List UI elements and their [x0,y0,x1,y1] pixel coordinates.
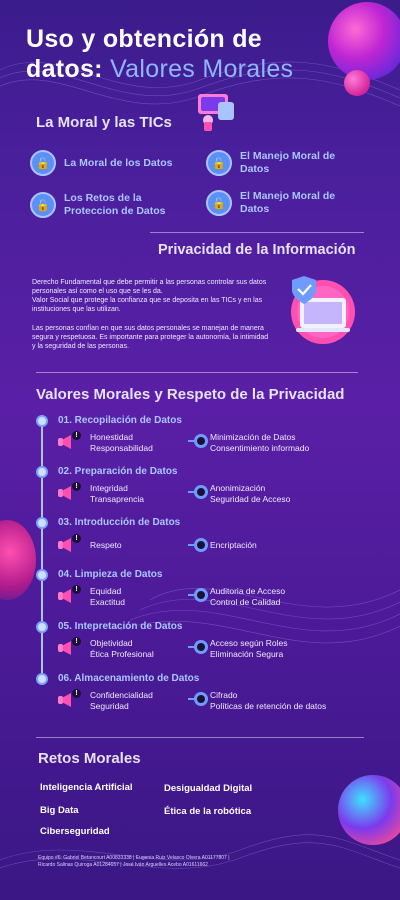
title-accent: Valores Morales [110,55,294,83]
step-practices-3 [210,540,257,551]
link-label: La Moral de los Datos [64,156,173,169]
reto-item: Ciberseguridad [40,826,110,837]
link-manejo-moral-2[interactable] [206,190,356,216]
value-item: Transaprencia [90,494,145,504]
step-practices-5 [210,638,288,660]
link-label: Los Retos de la Proteccion de Datos [64,192,166,217]
practice-item: Anonimización [210,483,266,493]
megaphone-icon: ! [58,585,82,605]
step-title-2: 02. Preparación de Datos [58,466,178,477]
value-item: Respeto [90,540,122,550]
divider [36,737,364,738]
title-line-2 [26,54,356,84]
title-line-1: Uso y obtención de [26,25,262,53]
link-manejo-moral-1[interactable] [206,150,356,176]
lock-icon: 🔓 [30,192,56,218]
lock-icon: 🔓 [206,190,232,216]
practice-item: Control de Calidad [210,597,281,607]
divider [150,232,364,233]
section-title-privacy: Privacidad de la Información [158,242,356,258]
practice-item: Consentimiento informado [210,443,310,453]
link-moral-datos[interactable] [30,150,190,176]
value-item: Responsabilidad [90,443,153,453]
step-values-4 [90,586,125,608]
target-ring-icon [188,691,208,707]
step-values-2 [90,483,144,505]
step-values-5 [90,638,154,660]
step-practices-6 [210,690,326,712]
reto-item: Ética de la robótica [164,806,252,817]
practice-item: Seguridad de Acceso [210,494,291,504]
section-title-tics: La Moral y las TICs [36,114,172,131]
timeline-dot [36,621,48,633]
link-retos-proteccion[interactable] [30,192,190,218]
step-practices-1 [210,432,309,454]
step-values-6 [90,690,153,712]
reto-item: Desigualdad Digital [164,783,253,794]
timeline-dot [36,466,48,478]
page-title [26,24,356,84]
step-practices-2 [210,483,290,505]
step-title-5: 05. Intepretación de Datos [58,621,183,632]
value-item: Seguridad [90,701,129,711]
bottom-orb-decoration [338,775,400,845]
value-item: Integridad [90,483,128,493]
target-ring-icon [188,484,208,500]
lock-icon: 🔓 [30,150,56,176]
timeline-dot [36,673,48,685]
credits [38,855,368,869]
value-item: Ética Profesional [90,649,154,659]
step-practices-4 [210,586,285,608]
privacy-paragraph-2: Las personas confían en que sus datos personales se manejan de manera segura y respetuosa. Es importante para proteger la autonomía, la intimidad y la seguridad de las personas. [32,325,269,350]
timeline-dot [36,517,48,529]
practice-item: Encriptación [210,540,257,550]
step-title-3: 03. Introducción de Datos [58,517,181,528]
link-label: El Manejo Moral de Datos [240,190,336,215]
lock-icon: 🔓 [206,150,232,176]
value-item: Honestidad [90,432,134,442]
step-title-4: 04. Limpieza de Datos [58,569,163,580]
timeline-dot [36,415,48,427]
practice-item: Eliminación Segura [210,649,284,659]
reto-item: Inteligencia Artificial [40,782,133,793]
value-item: Equidad [90,586,122,596]
megaphone-icon: ! [58,689,82,709]
value-item: Confidencialidad [90,690,153,700]
privacy-paragraph-1 [32,278,272,314]
megaphone-icon: ! [58,637,82,657]
title-plain: datos: [26,55,103,83]
target-ring-icon [188,433,208,449]
divider [36,372,358,373]
left-orb-decoration [0,520,36,600]
practice-item: Políticas de retención de datos [210,701,327,711]
megaphone-icon: ! [58,482,82,502]
value-item: Objetividad [90,638,133,648]
section-title-values: Valores Morales y Respeto de la Privacidad [36,386,345,403]
megaphone-icon: ! [58,431,82,451]
practice-item: Auditoria de Acceso [210,586,286,596]
practice-item: Cifrado [210,690,238,700]
privacy-text-1: Derecho Fundamental que debe permitir a las personas controlar sus datos personales así como el uso que se les da. [32,279,267,295]
privacy-text-2: Valor Social que protege la confianza que se deposita en las TICs y en las instituciones que las utilizan. [32,297,263,313]
target-ring-icon [188,537,208,553]
practice-item: Acceso según Roles [210,638,288,648]
target-ring-icon [188,639,208,655]
megaphone-icon: ! [58,534,82,554]
timeline-line [41,415,43,685]
step-values-1 [90,432,153,454]
step-title-1: 01. Recopilación de Datos [58,415,182,426]
credits-line-2: Ricardo Salinas Quiroga A01284657 | José Iván Arguelles Acebo A01611662 [38,862,208,868]
reto-item: Big Data [40,805,79,816]
step-values-3 [90,540,122,551]
privacy-shield-illustration-icon [278,274,360,346]
devices-illustration-icon [190,92,236,132]
timeline-dot [36,569,48,581]
link-label: El Manejo Moral de Datos [240,150,336,175]
step-title-6: 06. Almacenamiento de Datos [58,673,200,684]
target-ring-icon [188,587,208,603]
credits-line-1: Equipo #6: Gabriel Betancourt A00833338 | Eugenia Ruiz Velasco Olvera A01177807 | [38,855,230,861]
practice-item: Minimización de Datos [210,432,296,442]
value-item: Exactitud [90,597,125,607]
section-title-retos: Retos Morales [38,750,141,767]
